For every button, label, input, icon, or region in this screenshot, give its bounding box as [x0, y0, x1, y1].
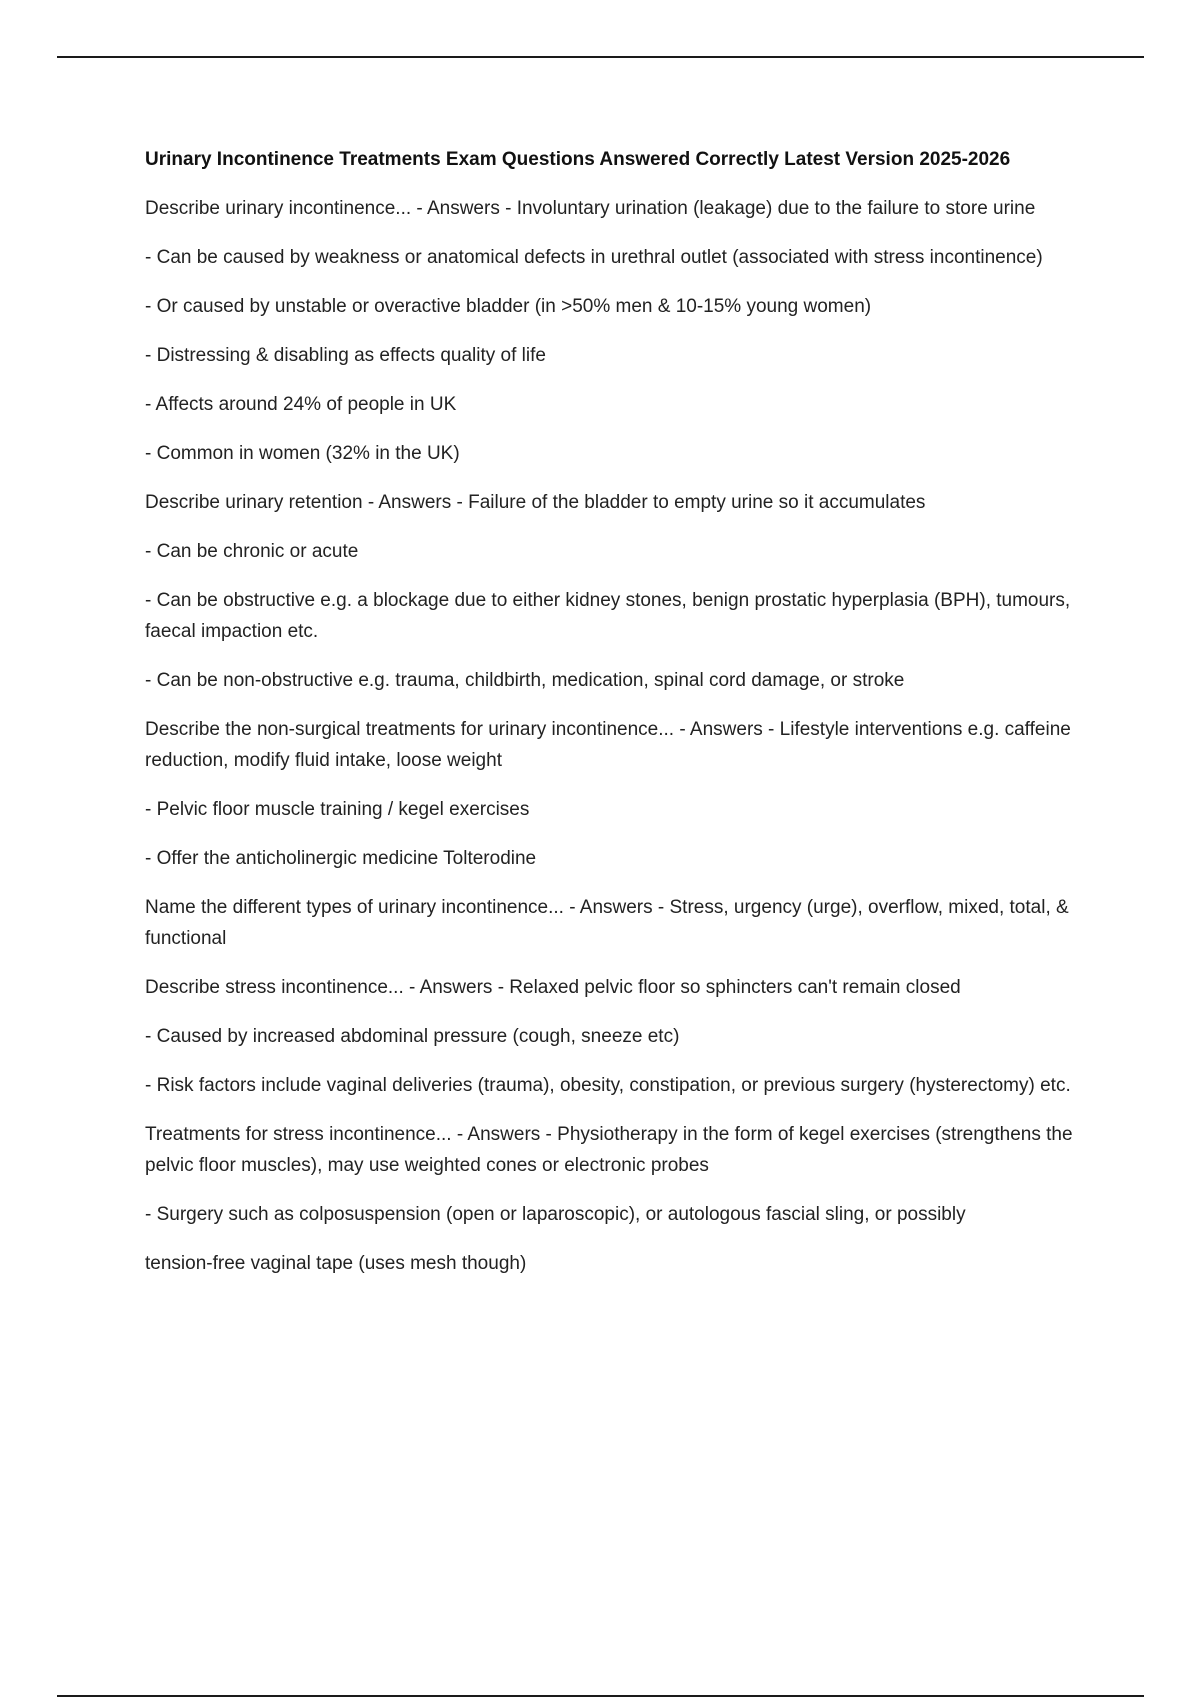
paragraph: - Pelvic floor muscle training / kegel exercises	[145, 799, 530, 820]
paragraph: Describe urinary incontinence... - Answers - Involuntary urination (leakage) due to the failure to store urine	[145, 198, 1036, 219]
paragraph: Describe the non-surgical treatments for urinary incontinence... - Answers - Lifestyle interventions e.g. caffeine reduction, modify fluid intake, loose weight	[145, 719, 1071, 771]
paragraph: - Distressing & disabling as effects quality of life	[145, 345, 546, 366]
paragraph: Name the different types of urinary incontinence... - Answers - Stress, urgency (urge), overflow, mixed, total, & functional	[145, 897, 1069, 949]
paragraph: - Surgery such as colposuspension (open or laparoscopic), or autologous fascial sling, or possibly	[145, 1204, 966, 1225]
paragraph: - Can be obstructive e.g. a blockage due to either kidney stones, benign prostatic hyperplasia (BPH), tumours, faecal impaction etc.	[145, 590, 1071, 642]
paragraph: - Offer the anticholinergic medicine Tolterodine	[145, 848, 537, 869]
paragraph: - Caused by increased abdominal pressure (cough, sneeze etc)	[145, 1026, 680, 1047]
paragraph: Describe urinary retention - Answers - Failure of the bladder to empty urine so it accumulates	[145, 492, 926, 513]
bottom-rule	[57, 1695, 1144, 1697]
paragraph: - Can be non-obstructive e.g. trauma, childbirth, medication, spinal cord damage, or stroke	[145, 670, 905, 691]
paragraph: - Affects around 24% of people in UK	[145, 394, 457, 415]
document-title: Urinary Incontinence Treatments Exam Questions Answered Correctly Latest Version 2025-2026	[145, 149, 1011, 170]
paragraph: - Can be chronic or acute	[145, 541, 359, 562]
top-rule	[57, 56, 1144, 58]
paragraph: - Or caused by unstable or overactive bladder (in >50% men & 10-15% young women)	[145, 296, 872, 317]
paragraph: - Common in women (32% in the UK)	[145, 443, 460, 464]
paragraph: Treatments for stress incontinence... - Answers - Physiotherapy in the form of kegel exercises (strengthens the pelvic floor muscles), may use weighted cones or electronic probes	[145, 1124, 1073, 1176]
paragraph: - Risk factors include vaginal deliveries (trauma), obesity, constipation, or previous surgery (hysterectomy) etc.	[145, 1075, 1071, 1096]
document-body	[145, 145, 1075, 1297]
paragraph: - Can be caused by weakness or anatomical defects in urethral outlet (associated with stress incontinence)	[145, 247, 1043, 268]
paragraph: Describe stress incontinence... - Answers - Relaxed pelvic floor so sphincters can't remain closed	[145, 977, 961, 998]
paragraph: tension-free vaginal tape (uses mesh though)	[145, 1253, 527, 1274]
